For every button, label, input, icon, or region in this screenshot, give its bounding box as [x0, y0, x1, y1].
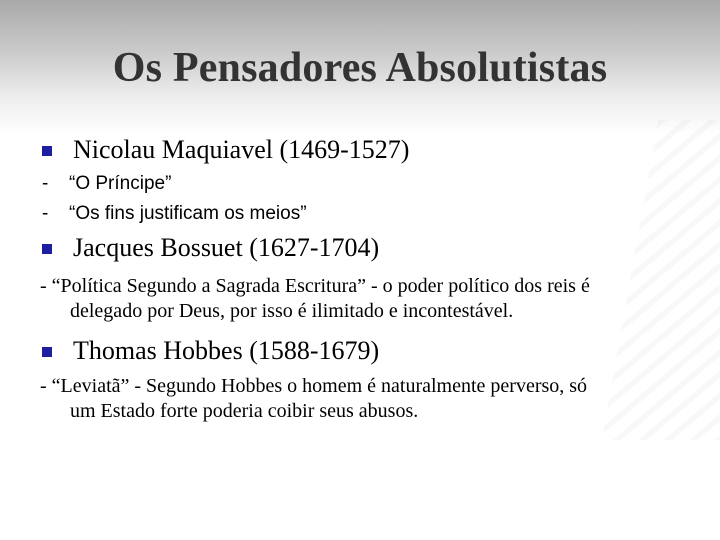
- dash-marker: -: [42, 173, 49, 194]
- bullet-heading: Nicolau Maquiavel (1469-1527): [73, 135, 410, 164]
- square-bullet-icon: [42, 347, 52, 357]
- bullet-heading: Jacques Bossuet (1627-1704): [73, 233, 380, 262]
- paragraph-line: um Estado forte poderia coibir seus abusos.: [70, 400, 419, 422]
- paragraph-bossuet: [40, 274, 680, 324]
- sub-item-text: “Os fins justificam os meios”: [69, 203, 307, 224]
- dash-marker: -: [42, 203, 49, 224]
- square-bullet-icon: [42, 146, 52, 156]
- paragraph-line: delegado por Deus, por isso é ilimitado e incontestável.: [70, 300, 514, 322]
- paragraph-line: - “Leviatã” - Segundo Hobbes o homem é naturalmente perverso, só: [40, 375, 588, 397]
- paragraph-hobbes: [40, 374, 680, 424]
- sub-item-text: “O Príncipe”: [69, 173, 172, 194]
- bullet-heading: Thomas Hobbes (1588-1679): [73, 336, 380, 365]
- square-bullet-icon: [42, 244, 52, 254]
- paragraph-line: - “Política Segundo a Sagrada Escritura” - o poder político dos reis é: [40, 275, 590, 297]
- slide-title: Os Pensadores Absolutistas: [112, 45, 608, 91]
